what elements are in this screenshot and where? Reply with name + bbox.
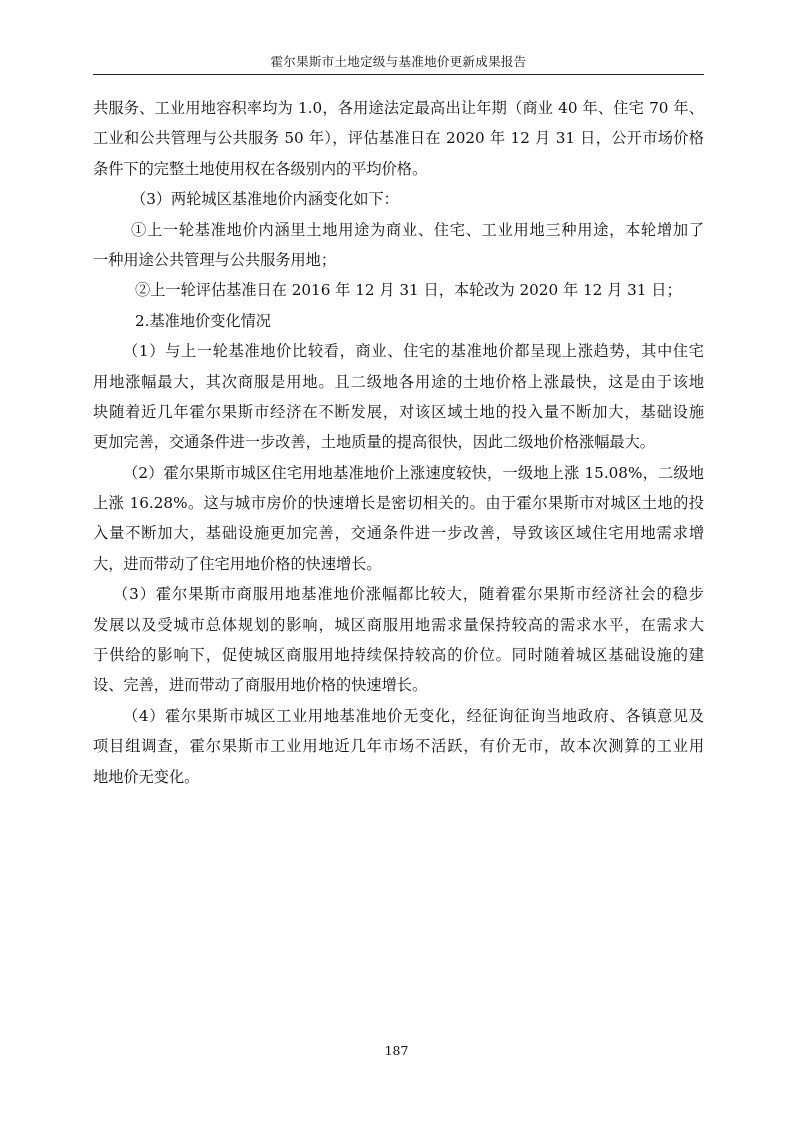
paragraph-line: 发展以及受城市总体规划的影响，城区商服用地需求量保持较高的需求水平，在需求大 [93,615,704,634]
paragraph-line: （1）与上一轮基准地价比较看，商业、住宅的基准地价都呈现上涨趋势，其中住宅 [123,342,704,361]
section-heading: 2.基准地价变化情况 [135,311,271,330]
paragraph-line: （2）霍尔果斯市城区住宅用地基准地价上涨速度较快，一级地上涨 15.08%，二级地 [123,463,704,482]
page-number: 187 [384,1043,409,1058]
paragraph-line: 共服务、工业用地容积率均为 1.0，各用途法定最高出让年期（商业 40 年、住宅 70 年、 [93,99,704,117]
paragraph-line: 用地涨幅最大，其次商服是用地。且二级地各用途的土地价格上涨最快，这是由于该地 [93,372,704,391]
paragraph-line: 于供给的影响下，促使城区商服用地持续保持较高的价位。同时随着城区基础设施的建 [93,646,704,665]
paragraph-line: ②上一轮评估基准日在 2016 年 12 月 31 日，本轮改为 2020 年 12 月 31 日； [135,281,682,300]
paragraph-line: 块随着近几年霍尔果斯市经济在不断发展，对该区域土地的投入量不断加大，基础设施 [93,402,704,421]
paragraph-line: （4）霍尔果斯市城区工业用地基准地价无变化，经征询征询当地政府、各镇意见及 [123,706,704,725]
paragraph-line: 一种用途公共管理与公共服务用地； [93,250,336,269]
paragraph-line: （3）霍尔果斯市商服用地基准地价涨幅都比较大，随着霍尔果斯市经济社会的稳步 [113,585,704,604]
section-heading: （3）两轮城区基准地价内涵变化如下： [131,190,399,209]
body-text [93,93,704,792]
paragraph-line: 项目组调查，霍尔果斯市工业用地近几年市场不活跃，有价无市，故本次测算的工业用 [93,737,704,756]
paragraph-line: 入量不断加大，基础设施更加完善，交通条件进一步改善，导致该区域住宅用地需求增 [93,524,704,543]
paragraph-line: 更加完善，交通条件进一步改善，土地质量的提高很快，因此二级地价格涨幅最大。 [93,433,655,452]
paragraph-line: 工业和公共管理与公共服务 50 年），评估基准日在 2020 年 12 月 31 日，公开市场价格 [93,129,704,148]
paragraph-line: ①上一轮基准地价内涵里土地用途为商业、住宅、工业用地三种用途，本轮增加了 [131,220,704,239]
report-title: 霍尔果斯市土地定级与基准地价更新成果报告 [270,54,527,69]
paragraph-line: 大，进而带动了住宅用地价格的快速增长。 [93,554,382,573]
paragraph-line: 条件下的完整土地使用权在各级别内的平均价格。 [93,159,428,178]
page-header [93,52,704,75]
paragraph-line: 上涨 16.28%。这与城市房价的快速增长是密切相关的。由于霍尔果斯市对城区土地的投 [93,494,704,513]
paragraph-line: 设、完善，进而带动了商服用地价格的快速增长。 [93,676,428,695]
paragraph-line: 地地价无变化。 [93,767,200,786]
